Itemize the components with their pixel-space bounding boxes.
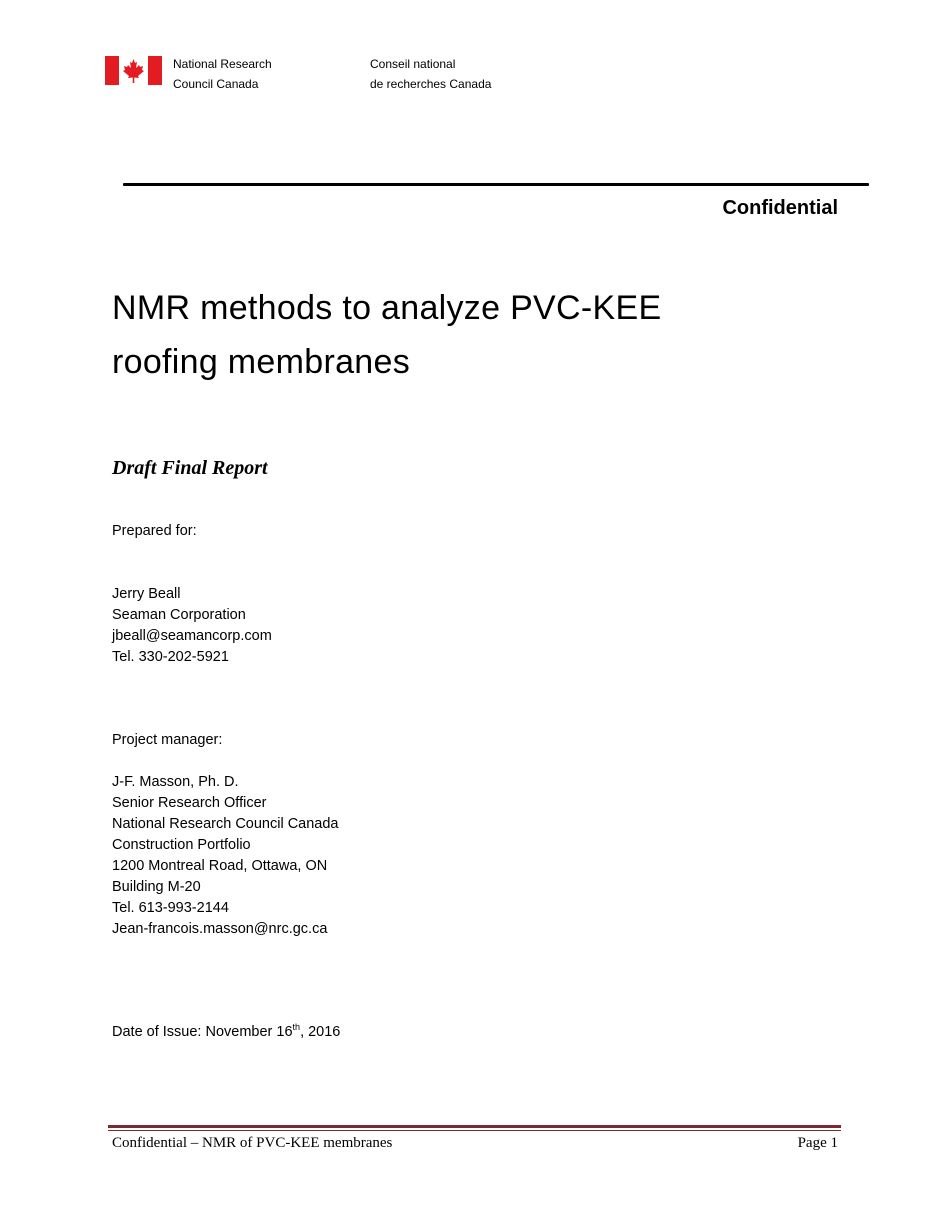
issue-date-ordinal: th: [292, 1022, 301, 1033]
client-name: Jerry Beall: [112, 586, 181, 602]
pm-title: Senior Research Officer: [112, 795, 267, 811]
pm-building: Building M-20: [112, 879, 201, 895]
org-name-french: [370, 54, 491, 94]
document-title: [112, 281, 661, 389]
header-divider: [123, 183, 869, 186]
pm-address: 1200 Montreal Road, Ottawa, ON: [112, 858, 328, 874]
project-manager-block: [112, 772, 339, 940]
page-number: Page 1: [797, 1135, 838, 1151]
client-phone: Tel. 330-202-5921: [112, 649, 229, 665]
org-en-line-2: Council Canada: [173, 77, 259, 91]
document-subtitle: Draft Final Report: [112, 457, 268, 479]
org-fr-line-2: de recherches Canada: [370, 77, 492, 91]
footer-divider-thin: [108, 1130, 841, 1131]
canada-flag-icon: [105, 56, 162, 85]
pm-portfolio: Construction Portfolio: [112, 837, 251, 853]
org-name-english: [173, 54, 272, 94]
title-line-1: NMR methods to analyze PVC-KEE: [112, 289, 662, 327]
project-manager-label: Project manager:: [112, 732, 223, 748]
footer-divider-thick: [108, 1125, 841, 1128]
client-company: Seaman Corporation: [112, 607, 246, 623]
client-email: jbeall@seamancorp.com: [112, 628, 272, 644]
prepared-for-label: Prepared for:: [112, 523, 197, 539]
classification-label: Confidential: [722, 197, 838, 219]
issue-date-prefix: Date of Issue: November 16: [112, 1024, 293, 1040]
org-en-line-1: National Research: [173, 57, 272, 71]
pm-phone: Tel. 613-993-2144: [112, 900, 229, 916]
pm-email: Jean-francois.masson@nrc.gc.ca: [112, 921, 328, 937]
title-line-2: roofing membranes: [112, 343, 411, 381]
date-of-issue: [112, 1022, 340, 1043]
pm-name: J-F. Masson, Ph. D.: [112, 774, 239, 790]
org-fr-line-1: Conseil national: [370, 57, 456, 71]
issue-date-suffix: , 2016: [300, 1024, 341, 1040]
client-contact-block: [112, 584, 272, 668]
footer-document-label: Confidential – NMR of PVC-KEE membranes: [112, 1135, 393, 1151]
pm-organization: National Research Council Canada: [112, 816, 339, 832]
